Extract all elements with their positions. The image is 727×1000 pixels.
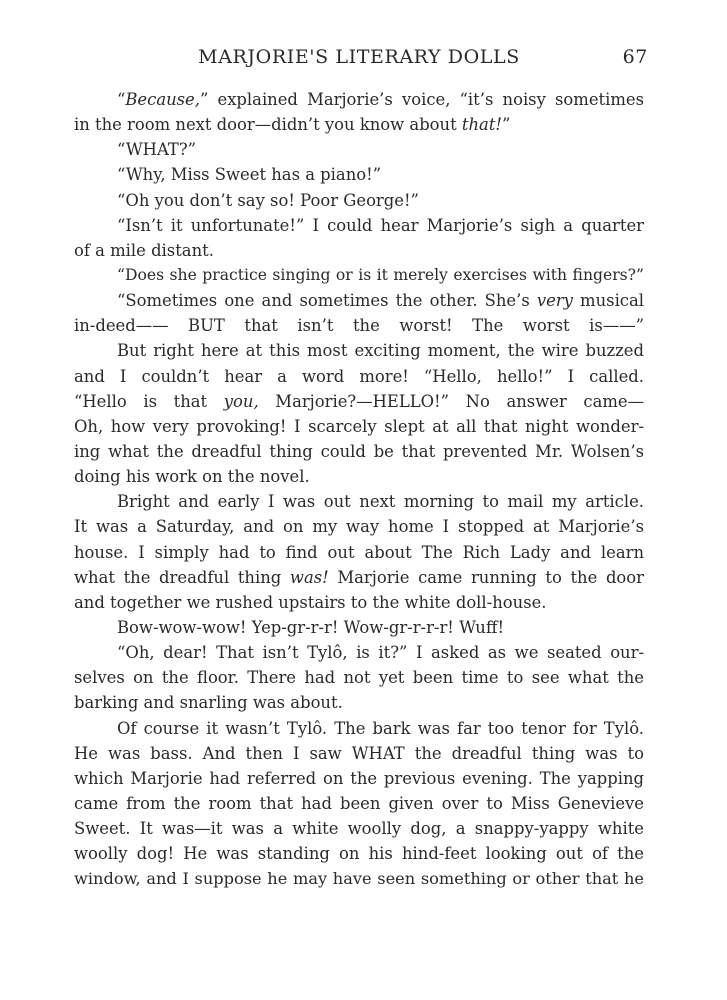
text-run: and I couldn’t hear a word more! “Hello, hello!” I called. bbox=[74, 366, 644, 386]
text-run: doing his work on the novel. bbox=[74, 467, 310, 487]
text-run: Of course it wasn’t Tylô. The bark was far too tenor for Tylô. bbox=[117, 718, 644, 738]
text-run: “Oh, dear! That isn’t Tylô, is it?” I asked as we seated our- bbox=[117, 643, 644, 663]
text-run: musical bbox=[572, 291, 644, 311]
text-line bbox=[74, 590, 644, 615]
text-line bbox=[74, 439, 644, 464]
text-line bbox=[74, 137, 644, 162]
text-line bbox=[74, 766, 644, 791]
text-line bbox=[74, 188, 644, 213]
text-run: “Sometimes one and sometimes the other. She’s bbox=[117, 291, 537, 311]
text-line bbox=[74, 514, 644, 539]
text-run: Sweet. It was—it was a white woolly dog, a snappy-yappy white bbox=[74, 819, 644, 839]
text-line bbox=[74, 464, 644, 489]
text-run: Bright and early I was out next morning to mail my article. bbox=[117, 492, 644, 512]
text-run: “Oh you don’t say so! Poor George!” bbox=[117, 190, 419, 210]
text-run: “WHAT?” bbox=[117, 140, 197, 160]
italic-text: very bbox=[536, 291, 573, 311]
text-line bbox=[74, 540, 644, 565]
text-run: “Why, Miss Sweet has a piano!” bbox=[117, 165, 382, 185]
text-line bbox=[74, 565, 644, 590]
text-line bbox=[74, 866, 644, 891]
text-line bbox=[74, 665, 644, 690]
text-line bbox=[74, 690, 644, 715]
text-line bbox=[74, 263, 644, 288]
text-line bbox=[74, 288, 644, 313]
text-run: Marjorie came running to the door bbox=[328, 567, 645, 587]
italic-text: Because, bbox=[125, 90, 200, 109]
text-run: and together we rushed upstairs to the white doll-house. bbox=[74, 592, 547, 612]
text-line bbox=[74, 841, 644, 866]
text-run: of a mile distant. bbox=[74, 240, 214, 260]
text-line bbox=[74, 414, 644, 439]
text-line bbox=[74, 87, 644, 112]
text-run: in the room next door—didn’t you know about bbox=[74, 115, 462, 135]
italic-text: you, bbox=[223, 391, 259, 411]
text-line bbox=[74, 313, 644, 338]
text-line bbox=[74, 816, 644, 841]
text-run: came from the room that had been given over to Miss Genevieve bbox=[74, 793, 644, 813]
text-run: what the dreadful thing bbox=[74, 567, 290, 587]
text-run: Oh, how very provoking! I scarcely slept at all that night wonder- bbox=[74, 416, 644, 436]
text-line bbox=[74, 112, 644, 137]
text-run: Marjorie?—HELLO!” No answer came— bbox=[258, 391, 644, 411]
text-run: ” bbox=[502, 115, 511, 135]
text-line bbox=[74, 791, 644, 816]
body-text bbox=[74, 87, 644, 892]
text-run: Bow-wow-wow! Yep-gr-r-r! Wow-gr-r-r-r! Wuff! bbox=[117, 617, 505, 637]
text-run: ing what the dreadful thing could be that prevented Mr. Wolsen’s bbox=[74, 441, 644, 461]
text-run: which Marjorie had referred on the previous evening. The yapping bbox=[74, 768, 644, 788]
text-line bbox=[74, 364, 644, 389]
text-run: He was bass. And then I saw WHAT the dreadful thing was to bbox=[74, 743, 644, 763]
italic-text: that! bbox=[461, 115, 502, 135]
text-line bbox=[74, 338, 644, 363]
text-line bbox=[74, 741, 644, 766]
text-line bbox=[74, 389, 644, 414]
page-number: 67 bbox=[622, 46, 648, 68]
text-run: in-deed—— BUT that isn’t the worst! The worst is——” bbox=[74, 316, 644, 336]
text-run: window, and I suppose he may have seen something or other that he bbox=[74, 869, 644, 889]
text-run: “ bbox=[117, 90, 126, 109]
text-line bbox=[74, 489, 644, 514]
text-line bbox=[74, 213, 644, 238]
text-line bbox=[74, 238, 644, 263]
text-line bbox=[74, 162, 644, 187]
text-run: barking and snarling was about. bbox=[74, 693, 343, 713]
text-run: It was a Saturday, and on my way home I stopped at Marjorie’s bbox=[74, 517, 644, 537]
running-title: MARJORIE'S LITERARY DOLLS bbox=[198, 46, 520, 68]
text-run: house. I simply had to find out about The Rich Lady and learn bbox=[74, 542, 644, 562]
text-run: woolly dog! He was standing on his hind-feet looking out of the bbox=[74, 844, 644, 864]
italic-text: was! bbox=[289, 567, 329, 587]
text-run: But right here at this most exciting moment, the wire buzzed bbox=[117, 341, 644, 361]
text-run: “Does she practice singing or is it merely exercises with fingers?” bbox=[117, 265, 644, 284]
text-run: selves on the floor. There had not yet been time to see what the bbox=[74, 668, 644, 688]
running-head bbox=[74, 46, 648, 78]
text-run: ” explained Marjorie’s voice, “it’s noisy sometimes bbox=[199, 90, 644, 109]
text-line bbox=[74, 615, 644, 640]
text-line bbox=[74, 640, 644, 665]
text-line bbox=[74, 716, 644, 741]
text-run: “Isn’t it unfortunate!” I could hear Marjorie’s sigh a quarter bbox=[117, 215, 644, 235]
text-run: “Hello is that bbox=[74, 391, 224, 411]
